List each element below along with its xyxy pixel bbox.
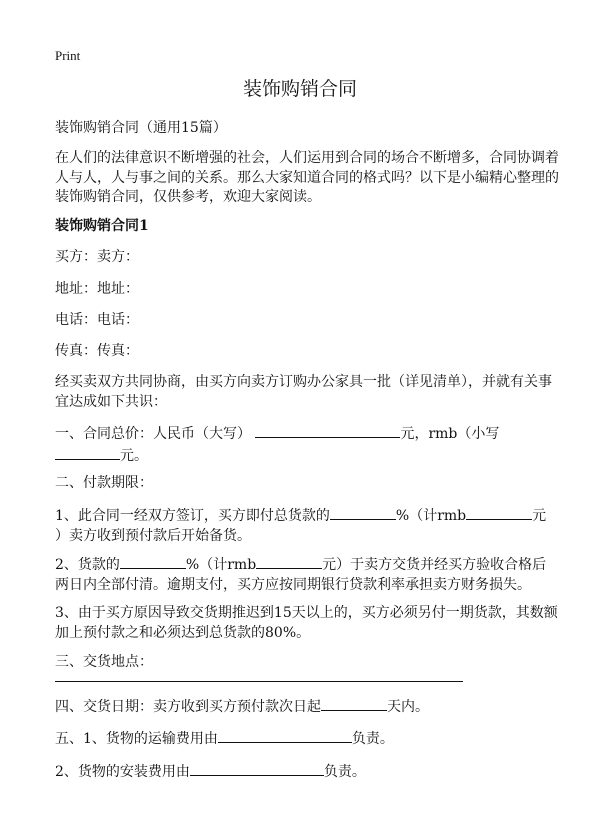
blank-field — [190, 761, 324, 776]
document-title: 装饰购销合同 — [242, 78, 357, 100]
blank-field — [330, 505, 396, 520]
text: 元 — [532, 508, 547, 524]
text: %（计rmb — [185, 557, 257, 573]
clause-transport-fee — [55, 728, 550, 750]
text-line: 在人们的法律意识不断增强的社会，人们运用到合同的场合不断增多，合同协调着 — [55, 150, 559, 166]
text: 元）于卖方交货并经买方验收合格后 — [322, 557, 547, 573]
blank-field — [466, 505, 532, 520]
blank-field — [55, 445, 120, 460]
print-link[interactable]: Print — [55, 48, 81, 63]
text: 1、此合同一经双方签订，买方即付总货款的 — [55, 508, 330, 524]
clause-payment-heading: 二、付款期限： — [55, 475, 153, 491]
text: 一、合同总价：人民币（大写） — [55, 426, 251, 442]
buyer-seller-line: 买方：卖方： — [55, 249, 139, 265]
blank-line — [55, 681, 463, 682]
text-line: ）卖方收到预付款后开始备货。 — [55, 527, 251, 544]
clause-payment-3 — [55, 604, 558, 643]
text-line: 人与人，人与事之间的关系。那么大家知道合同的格式吗？以下是小编精心整理的 — [55, 169, 559, 186]
blank-field — [321, 696, 387, 711]
text-line: 装饰购销合同，仅供参考，欢迎大家阅读。 — [55, 189, 321, 205]
text: 2、货物的安装费用由 — [55, 764, 190, 780]
text-line: 宜达成如下共识： — [55, 393, 167, 410]
blank-field — [255, 423, 400, 438]
text: 四、交货日期：卖方收到买方预付款次日起 — [55, 699, 321, 715]
clause-payment-1 — [55, 505, 550, 546]
document-subtitle: 装饰购销合同（通用15篇） — [55, 120, 227, 136]
clause-delivery-date — [55, 696, 550, 718]
clause-delivery-place: 三、交货地点： — [55, 654, 153, 670]
address-line: 地址：地址： — [55, 281, 139, 297]
clause-payment-2 — [55, 554, 550, 595]
blank-field — [120, 554, 186, 569]
text: 五、1、货物的运输费用由 — [55, 731, 218, 747]
intro-paragraph — [55, 149, 559, 208]
text: 元，rmb（小写 — [400, 426, 500, 442]
text: 负责。 — [351, 731, 394, 747]
text-line: 两日内全部付清。逾期支付，买方应按同期银行贷款利率承担卖方财务损失。 — [55, 576, 531, 593]
text-line: 经买卖双方共同协商，由买方向卖方订购办公家具一批（详见清单），并就有关事 — [55, 374, 552, 390]
phone-line: 电话：电话： — [55, 312, 139, 328]
blank-field — [218, 728, 352, 743]
text: 负责。 — [323, 764, 366, 780]
text: 2、货款的 — [55, 557, 120, 573]
text: 天内。 — [387, 699, 429, 715]
fax-line: 传真：传真： — [55, 343, 139, 359]
clause-install-fee — [55, 761, 550, 783]
preamble-paragraph — [55, 373, 550, 412]
section-heading: 装饰购销合同1 — [55, 218, 149, 234]
text-line: 加上预付款之和必须达到总货款的80%。 — [55, 624, 311, 641]
text: %（计rmb — [395, 508, 467, 524]
text-line: 3、由于买方原因导致交货期推迟到15天以上的，买方必须另付一期货款，其数额 — [55, 605, 558, 621]
blank-field — [256, 554, 322, 569]
text: 元。 — [120, 447, 148, 464]
clause-total-price — [55, 423, 550, 466]
